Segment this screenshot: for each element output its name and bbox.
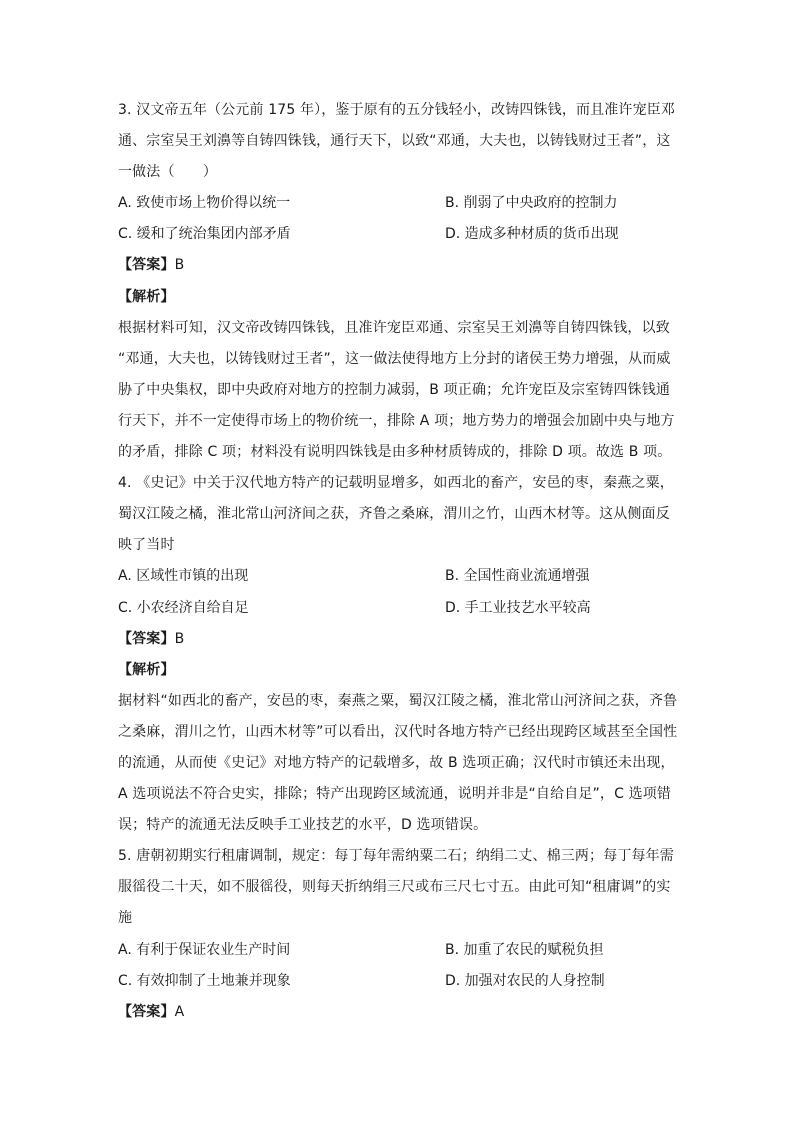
answer-label: 【答案】 [118, 630, 175, 647]
answer-value: A [174, 1003, 185, 1020]
analysis-text-line: 据材料“如西北的畜产，安邑的枣，秦燕之粟，蜀汉江陵之橘，淮北常山河济间之获，齐鲁 [118, 692, 678, 709]
option-c: C. 有效抑制了土地兼并现象 [118, 972, 291, 989]
option-a: A. 有利于保证农业生产时间 [118, 941, 291, 958]
option-a: A. 致使市场上物价得以统一 [118, 195, 291, 212]
options-row [118, 935, 678, 966]
question-text-line: 4. 《史记》中关于汉代地方特产的记载明显增多，如西北的畜产，安邑的枣，秦燕之粟， [118, 475, 674, 492]
analysis-text-line: 之桑麻，渭川之竹，山西木材等”可以看出，汉代时各地方特产已经出现跨区域甚至全国性 [118, 723, 678, 740]
question-text-line: 5. 唐朝初期实行租庸调制，规定：每丁每年需纳粟二石；纳绢二丈、棉三两；每丁每年需 [118, 848, 674, 865]
question-text-line: 施 [118, 910, 133, 927]
options-row [118, 219, 678, 250]
question-text-line: 服徭役二十天，如不服徭役，则每天折纳绢三尺或布三尺七寸五。由此可知“租庸调”的实 [118, 879, 671, 896]
options-row [118, 188, 678, 219]
option-a: A. 区域性市镇的出现 [118, 568, 249, 585]
analysis-text-line: 的流通，从而使《史记》对地方特产的记载增多，故 B 选项正确；汉代时市镇还未出现， [118, 754, 675, 771]
analysis-text-line: 误；特产的流通无法反映手工业技艺的水平，D 选项错误。 [118, 817, 488, 834]
answer-label: 【答案】 [118, 1003, 175, 1020]
option-c: C. 缓和了统治集团内部矛盾 [118, 226, 291, 243]
question-3 [118, 95, 678, 468]
option-d: D. 造成多种材质的货币出现 [445, 226, 619, 243]
option-d: D. 加强对农民的人身控制 [445, 972, 605, 989]
analysis-text-line: 行天下，并不一定使得市场上的物价统一，排除 A 项；地方势力的增强会加剧中央与地方 [118, 412, 675, 429]
question-text-line: 通、宗室吴王刘濞等自铸四铢钱，通行天下，以致“邓通，大夫也，以铸钱财过王者”，这 [118, 133, 671, 150]
answer-line [118, 997, 678, 1028]
question-5 [118, 841, 678, 1028]
question-text-line: 蜀汉江陵之橘，淮北常山河济间之获，齐鲁之桑麻，渭川之竹，山西木材等。这从侧面反 [118, 506, 670, 523]
analysis-label: 【解析】 [118, 661, 175, 678]
answer-line [118, 624, 678, 655]
question-text-line: 映了当时 [118, 537, 175, 554]
option-d: D. 手工业技艺水平较高 [445, 599, 591, 616]
answer-value: B [174, 630, 185, 647]
option-b: B. 削弱了中央政府的控制力 [445, 195, 618, 212]
analysis-text-line: A 选项说法不符合史实，排除；特产出现跨区域流通，说明并非是“自给自足”，C 选项错 [118, 786, 672, 803]
answer-label: 【答案】 [118, 257, 175, 274]
question-4 [118, 468, 678, 841]
question-text-line: 3. 汉文帝五年（公元前 175 年），鉴于原有的五分钱轻小，改铸四铢钱，而且准许宠臣邓 [118, 102, 676, 118]
analysis-text-line: 根据材料可知，汉文帝改铸四铢钱，且准许宠臣邓通、宗室吴王刘濞等自铸四铢钱，以致 [118, 319, 670, 336]
question-text-line: 一做法（ ） [118, 164, 218, 181]
analysis-text-line: “邓通，大夫也，以铸钱财过王者”，这一做法使得地方上分封的诸侯王势力增强，从而威 [118, 350, 671, 367]
answer-value: B [174, 257, 185, 274]
option-b: B. 全国性商业流通增强 [445, 568, 590, 585]
document-page [118, 95, 678, 1028]
option-c: C. 小农经济自给自足 [118, 599, 249, 616]
option-b: B. 加重了农民的赋税负担 [445, 941, 604, 958]
answer-line [118, 250, 678, 281]
analysis-text-line: 的矛盾，排除 C 项；材料没有说明四铢钱是由多种材质铸成的，排除 D 项。故选 B 项。 [118, 444, 672, 461]
analysis-label: 【解析】 [118, 288, 175, 305]
options-row [118, 561, 678, 592]
options-row [118, 966, 678, 997]
analysis-text-line: 胁了中央集权，即中央政府对地方的控制力减弱，B 项正确；允许宠臣及宗室铸四铢钱通 [118, 381, 671, 398]
options-row [118, 593, 678, 624]
